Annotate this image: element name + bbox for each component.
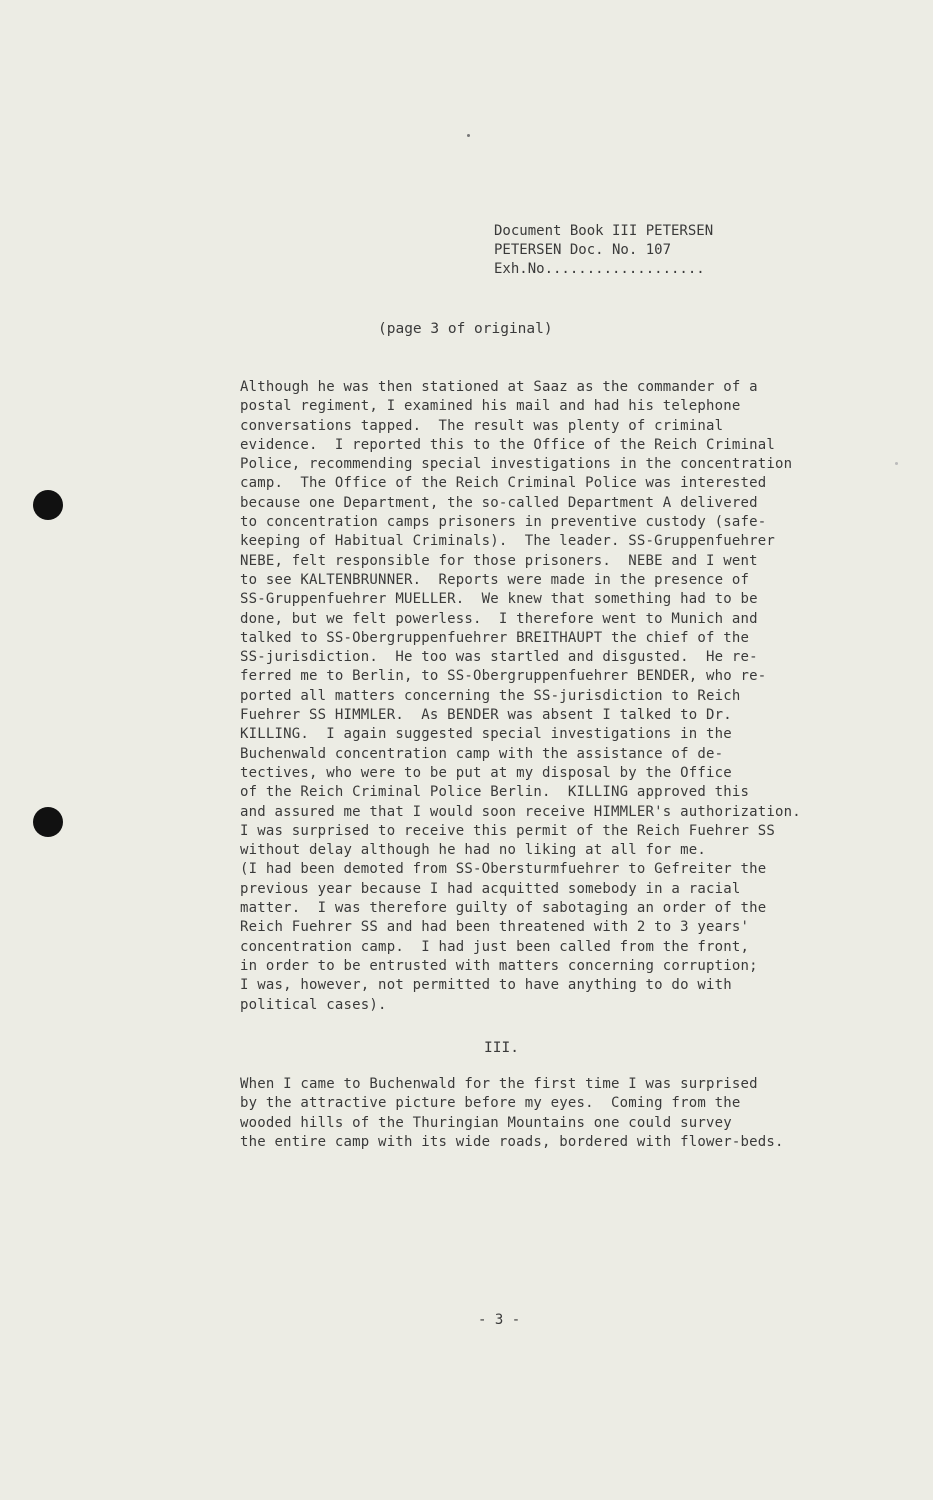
text-line: ferred me to Berlin, to SS-Obergruppenfuehrer BENDER, who re- <box>240 668 767 685</box>
text-line: of the Reich Criminal Police Berlin. KILLING approved this <box>240 784 750 801</box>
header-line-exh-no: Exh.No................... <box>494 261 705 277</box>
text-line: KILLING. I again suggested special investigations in the <box>240 726 732 743</box>
text-line: camp. The Office of the Reich Criminal Police was interested <box>240 475 767 492</box>
text-line: When I came to Buchenwald for the first time I was surprised <box>240 1076 758 1092</box>
text-line: and assured me that I would soon receive HIMMLER's authorization. <box>240 803 801 820</box>
header-line-book: Document Book III PETERSEN <box>494 223 714 239</box>
text-line: keeping of Habitual Criminals). The leader. SS-Gruppenfuehrer <box>240 533 775 550</box>
text-line: to see KALTENBRUNNER. Reports were made in the presence of <box>240 571 750 588</box>
text-line: tectives, who were to be put at my disposal by the Office <box>240 764 732 781</box>
text-line: (I had been demoted from SS-Obersturmfuehrer to Gefreiter the <box>240 861 767 878</box>
punch-hole-top <box>33 490 63 520</box>
text-line: concentration camp. I had just been called from the front, <box>240 938 750 955</box>
text-line: SS-jurisdiction. He too was startled and disgusted. He re- <box>240 649 758 666</box>
text-line: because one Department, the so-called Department A delivered <box>240 494 758 511</box>
document-header <box>494 222 713 279</box>
page-of-original: (page 3 of original) <box>378 321 553 337</box>
speck <box>895 462 898 465</box>
text-line: political cases). <box>240 996 387 1013</box>
text-line: done, but we felt powerless. I therefore went to Munich and <box>240 610 758 627</box>
section-heading: III. <box>484 1040 519 1056</box>
text-line: to concentration camps prisoners in preventive custody (safe- <box>240 514 767 531</box>
text-line: by the attractive picture before my eyes. Coming from the <box>240 1095 741 1112</box>
text-line: talked to SS-Obergruppenfuehrer BREITHAUPT the chief of the <box>240 629 750 646</box>
text-line: previous year because I had acquitted somebody in a racial <box>240 880 741 897</box>
text-line: NEBE, felt responsible for those prisoners. NEBE and I went <box>240 552 758 569</box>
header-line-doc-no: PETERSEN Doc. No. 107 <box>494 242 672 258</box>
paragraph-1 <box>240 378 801 1015</box>
text-line: Although he was then stationed at Saaz as the commander of a <box>240 379 758 395</box>
page-number: - 3 - <box>478 1312 521 1328</box>
paragraph-2 <box>240 1075 784 1152</box>
text-line: matter. I was therefore guilty of sabotaging an order of the <box>240 900 767 917</box>
text-line: ported all matters concerning the SS-jurisdiction to Reich <box>240 687 741 704</box>
text-line: the entire camp with its wide roads, bordered with flower-beds. <box>240 1133 784 1150</box>
text-line: I was, however, not permitted to have anything to do with <box>240 977 732 994</box>
punch-hole-bottom <box>33 807 63 837</box>
text-line: in order to be entrusted with matters concerning corruption; <box>240 957 758 974</box>
text-line: Buchenwald concentration camp with the assistance of de- <box>240 745 724 762</box>
text-line: conversations tapped. The result was plenty of criminal <box>240 417 724 434</box>
text-line: SS-Gruppenfuehrer MUELLER. We knew that something had to be <box>240 591 758 608</box>
text-line: I was surprised to receive this permit of the Reich Fuehrer SS <box>240 822 775 839</box>
text-line: postal regiment, I examined his mail and had his telephone <box>240 398 741 415</box>
speck <box>467 134 470 137</box>
text-line: evidence. I reported this to the Office of the Reich Criminal <box>240 436 775 453</box>
text-line: wooded hills of the Thuringian Mountains one could survey <box>240 1114 732 1131</box>
text-line: Police, recommending special investigations in the concentration <box>240 456 793 473</box>
text-line: Reich Fuehrer SS and had been threatened with 2 to 3 years' <box>240 919 750 936</box>
text-line: Fuehrer SS HIMMLER. As BENDER was absent I talked to Dr. <box>240 707 732 724</box>
text-line: without delay although he had no liking at all for me. <box>240 842 706 859</box>
